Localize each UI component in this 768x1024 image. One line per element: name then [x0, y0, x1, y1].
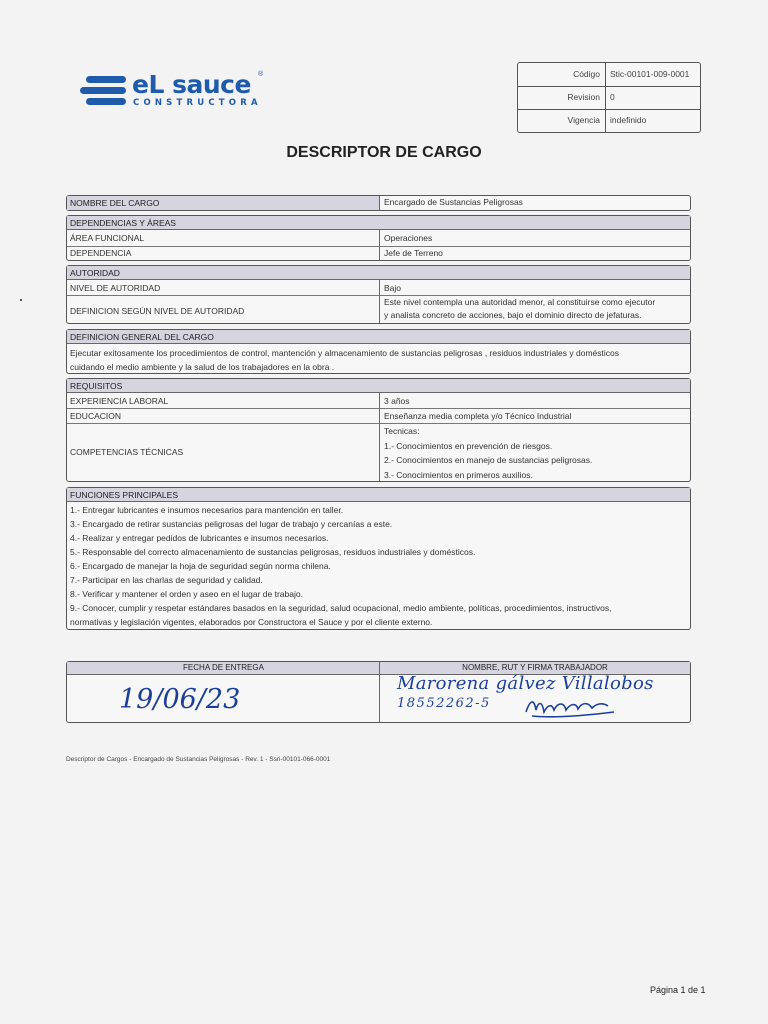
funciones-header: FUNCIONES PRINCIPALES [67, 488, 690, 502]
funcion-item: 7.- Participar en las charlas de seguridad y calidad. [70, 575, 263, 585]
funciones-box [66, 487, 691, 630]
dependencia-label: DEPENDENCIA [70, 248, 132, 258]
logo-registered-mark: ® [258, 71, 264, 78]
vigencia-label: Vigencia [567, 115, 600, 125]
dependencias-header: DEPENDENCIAS Y ÁREAS [67, 216, 690, 230]
signature-icon [522, 692, 622, 722]
experiencia-value: 3 años [384, 396, 410, 406]
logo-subtitle: CONSTRUCTORA [133, 98, 262, 108]
definicion-general-header: DEFINICION GENERAL DEL CARGO [67, 330, 690, 344]
nombre-rut-firma-label: NOMBRE, RUT Y FIRMA TRABAJADOR [380, 662, 690, 675]
nombre-handwritten: Marorena gálvez Villalobos [397, 673, 654, 694]
nombre-cargo-label: NOMBRE DEL CARGO [67, 196, 380, 210]
requisitos-header: REQUISITOS [67, 379, 690, 393]
definicion-autoridad-label: DEFINICION SEGÚN NIVEL DE AUTORIDAD [70, 306, 245, 316]
revision-value: 0 [610, 92, 615, 102]
nombre-cargo-value: Encargado de Sustancias Peligrosas [384, 197, 523, 207]
educacion-label: EDUCACION [70, 411, 122, 421]
definicion-autoridad-value: Este nivel contempla una autoridad menor, al constituirse como ejecutor y analista concreto de acciones, bajo el dominio directo de jefaturas. [384, 297, 656, 320]
vigencia-value: indefinido [610, 115, 647, 125]
funcion-item: 8.- Verificar y mantener el orden y aseo en el lugar de trabajo. [70, 589, 303, 599]
area-funcional-value: Operaciones [384, 233, 433, 243]
fecha-entrega-label: FECHA DE ENTREGA [67, 662, 380, 675]
funcion-item: normativas y legislación vigentes, elaborados por Constructora el Sauce y por el cliente externo. [70, 617, 433, 627]
footer-note: Descriptor de Cargos - Encargado de Sustancias Peligrosas - Rev. 1 - Ssri-00101-066-0001 [66, 756, 331, 763]
competencias-value: Tecnicas: 1.- Conocimientos en prevención de riesgos. 2.- Conocimientos en manejo de sustancias peligrosas. 3.- Conocimientos en primeros auxilios. [384, 426, 593, 480]
firma-box [66, 661, 691, 723]
revision-row [518, 86, 700, 109]
area-funcional-label: ÁREA FUNCIONAL [70, 233, 145, 243]
funciones-list [70, 503, 611, 629]
nombre-cargo-box [66, 195, 691, 211]
vigencia-row [518, 109, 700, 132]
fecha-entrega-handwritten: 19/06/23 [119, 684, 241, 715]
logo-wordmark: eL sauce [132, 70, 251, 99]
revision-label: Revision [567, 92, 600, 102]
funcion-item: 9.- Conocer, cumplir y respetar estándares basados en la seguridad, salud ocupacional, medio ambiente, políticas, procedimientos, instructivos, [70, 603, 612, 613]
nivel-autoridad-label: NIVEL DE AUTORIDAD [70, 283, 161, 293]
definicion-general-box [66, 329, 691, 374]
document-code-box [517, 62, 701, 133]
el-sauce-logo [80, 72, 130, 112]
rut-handwritten: 18552262-5 [397, 696, 491, 711]
requisitos-box [66, 378, 691, 482]
funcion-item: 6.- Encargado de manejar la hoja de seguridad según norma chilena. [70, 561, 331, 571]
dependencias-box [66, 215, 691, 261]
autoridad-box [66, 265, 691, 324]
code-row [518, 63, 700, 86]
funcion-item: 4.- Realizar y entregar pedidos de lubricantes e insumos necesarios. [70, 533, 329, 543]
autoridad-header: AUTORIDAD [67, 266, 690, 280]
nivel-autoridad-value: Bajo [384, 283, 402, 293]
scan-speck [20, 299, 22, 301]
definicion-general-text: Ejecutar exitosamente los procedimientos de control, mantención y almacenamiento de sustancias peligrosas , residuos industriales y domésticos cuidando el medio ambiente y la salud de los trabajadores en la obra . [70, 348, 620, 372]
funcion-item: 5.- Responsable del correcto almacenamiento de sustancias peligrosas, residuos industriales y domésticos. [70, 547, 476, 557]
experiencia-label: EXPERIENCIA LABORAL [70, 396, 169, 406]
funcion-item: 1.- Entregar lubricantes e insumos necesarios para mantención en taller. [70, 505, 344, 515]
document-title: DESCRIPTOR DE CARGO [286, 144, 482, 161]
competencias-label: COMPETENCIAS TÉCNICAS [70, 447, 184, 457]
dependencia-value: Jefe de Terreno [384, 248, 443, 258]
funcion-item: 3.- Encargado de retirar sustancias peligrosas del lugar de trabajo y cercanías a este. [70, 519, 393, 529]
code-value: Stic-00101-009-0001 [610, 69, 690, 79]
page-number: Página 1 de 1 [650, 985, 706, 995]
educacion-value: Enseñanza media completa y/o Técnico Industrial [384, 411, 572, 421]
code-label: Código [573, 69, 600, 79]
